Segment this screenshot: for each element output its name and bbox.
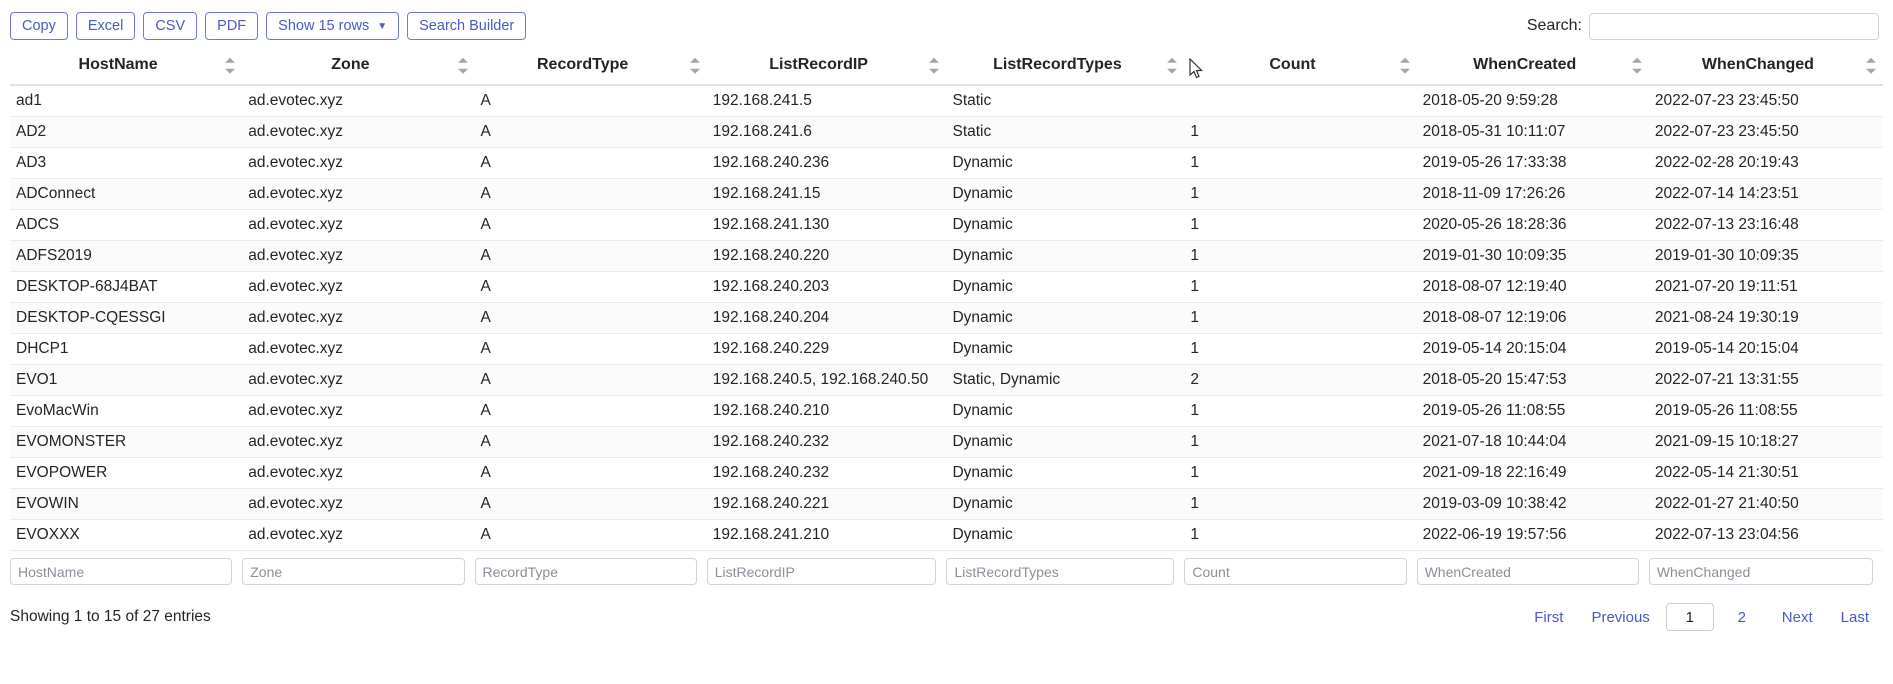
table-cell-whenchanged: 2022-07-23 23:45:50 — [1649, 85, 1883, 117]
table-cell-whencreated: 2019-05-26 11:08:55 — [1417, 396, 1649, 427]
table-cell-count: 1 — [1184, 396, 1416, 427]
filter-listrecordip-cell — [707, 558, 947, 585]
chevron-down-icon: ▼ — [377, 21, 388, 32]
table-row[interactable] — [10, 210, 1883, 241]
table-cell-hostname: ADFS2019 — [10, 241, 242, 272]
table-cell-whenchanged: 2021-07-20 19:11:51 — [1649, 272, 1883, 303]
table-cell-zone: ad.evotec.xyz — [242, 334, 474, 365]
table-cell-whencreated: 2018-08-07 12:19:06 — [1417, 303, 1649, 334]
table-cell-listrecordtypes: Static, Dynamic — [946, 365, 1184, 396]
table-cell-whencreated: 2019-05-14 20:15:04 — [1417, 334, 1649, 365]
table-cell-listrecordtypes: Dynamic — [946, 520, 1184, 551]
table-cell-whenchanged: 2022-01-27 21:40:50 — [1649, 489, 1883, 520]
filter-hostname[interactable] — [10, 558, 232, 585]
table-cell-listrecordtypes: Dynamic — [946, 427, 1184, 458]
table-cell-listrecordtypes: Dynamic — [946, 210, 1184, 241]
table-cell-listrecordip: 192.168.240.204 — [707, 303, 947, 334]
table-cell-hostname: DESKTOP-CQESSGI — [10, 303, 242, 334]
table-cell-whencreated: 2018-08-07 12:19:40 — [1417, 272, 1649, 303]
table-cell-count: 1 — [1184, 489, 1416, 520]
table-cell-listrecordip: 192.168.240.232 — [707, 427, 947, 458]
column-header-label: WhenCreated — [1473, 56, 1577, 73]
table-cell-hostname: EVOMONSTER — [10, 427, 242, 458]
table-row[interactable] — [10, 117, 1883, 148]
table-cell-whencreated: 2018-05-31 10:11:07 — [1417, 117, 1649, 148]
table-cell-whenchanged: 2021-09-15 10:18:27 — [1649, 427, 1883, 458]
table-row[interactable] — [10, 85, 1883, 117]
table-cell-zone: ad.evotec.xyz — [242, 365, 474, 396]
table-cell-hostname: EVO1 — [10, 365, 242, 396]
table-cell-count: 1 — [1184, 148, 1416, 179]
pagination — [1520, 603, 1883, 631]
table-cell-whenchanged: 2019-05-14 20:15:04 — [1649, 334, 1883, 365]
table-cell-recordtype: A — [475, 365, 707, 396]
table-info: Showing 1 to 15 of 27 entries — [10, 608, 211, 625]
table-cell-zone: ad.evotec.xyz — [242, 272, 474, 303]
table-cell-zone: ad.evotec.xyz — [242, 85, 474, 117]
table-cell-hostname: EVOPOWER — [10, 458, 242, 489]
table-cell-zone: ad.evotec.xyz — [242, 458, 474, 489]
pdf-button[interactable]: PDF — [205, 12, 258, 40]
csv-button[interactable]: CSV — [143, 12, 197, 40]
table-cell-hostname: ADCS — [10, 210, 242, 241]
table-cell-count: 1 — [1184, 334, 1416, 365]
table-body — [10, 85, 1883, 551]
table-cell-recordtype: A — [475, 489, 707, 520]
pagination-first[interactable]: First — [1534, 608, 1564, 626]
table-cell-listrecordip: 192.168.241.5 — [707, 85, 947, 117]
table-cell-hostname: AD3 — [10, 148, 242, 179]
table-cell-whenchanged: 2022-07-23 23:45:50 — [1649, 117, 1883, 148]
table-row[interactable] — [10, 148, 1883, 179]
table-cell-whencreated: 2020-05-26 18:28:36 — [1417, 210, 1649, 241]
table-cell-listrecordip: 192.168.241.210 — [707, 520, 947, 551]
table-cell-whenchanged: 2019-05-26 11:08:55 — [1649, 396, 1883, 427]
table-cell-hostname: ad1 — [10, 85, 242, 117]
table-footer — [10, 603, 1883, 631]
table-row[interactable] — [10, 334, 1883, 365]
column-header-hostname[interactable] — [10, 50, 242, 85]
table-row[interactable] — [10, 365, 1883, 396]
table-cell-listrecordtypes: Dynamic — [946, 396, 1184, 427]
search-label: Search: — [1526, 17, 1582, 34]
table-cell-whencreated: 2018-11-09 17:26:26 — [1417, 179, 1649, 210]
table-cell-whenchanged: 2022-07-14 14:23:51 — [1649, 179, 1883, 210]
pagination-page-2[interactable]: 2 — [1737, 608, 1746, 626]
table-cell-whenchanged: 2022-02-28 20:19:43 — [1649, 148, 1883, 179]
column-header-recordtype[interactable] — [475, 50, 707, 85]
table-cell-listrecordip: 192.168.240.210 — [707, 396, 947, 427]
table-cell-listrecordtypes: Dynamic — [946, 241, 1184, 272]
column-header-listrecordtypes[interactable] — [946, 50, 1184, 85]
table-cell-count: 1 — [1184, 427, 1416, 458]
table-cell-count: 1 — [1184, 303, 1416, 334]
table-cell-listrecordip: 192.168.240.203 — [707, 272, 947, 303]
table-row[interactable] — [10, 489, 1883, 520]
table-cell-listrecordtypes: Dynamic — [946, 458, 1184, 489]
column-header-label: Zone — [331, 56, 370, 73]
table-cell-recordtype: A — [475, 334, 707, 365]
table-cell-listrecordtypes: Static — [946, 117, 1184, 148]
table-cell-whencreated: 2019-03-09 10:38:42 — [1417, 489, 1649, 520]
filter-count[interactable] — [1184, 558, 1406, 585]
table-row[interactable] — [10, 179, 1883, 210]
filter-zone[interactable] — [242, 558, 464, 585]
table-cell-recordtype: A — [475, 427, 707, 458]
table-cell-whencreated: 2018-05-20 9:59:28 — [1417, 85, 1649, 117]
table-cell-hostname: EVOWIN — [10, 489, 242, 520]
search-area — [1527, 13, 1883, 40]
table-cell-whenchanged: 2021-08-24 19:30:19 — [1649, 303, 1883, 334]
table-cell-listrecordip: 192.168.240.229 — [707, 334, 947, 365]
table-cell-whencreated: 2019-05-26 17:33:38 — [1417, 148, 1649, 179]
table-cell-zone: ad.evotec.xyz — [242, 148, 474, 179]
table-cell-zone: ad.evotec.xyz — [242, 396, 474, 427]
column-header-label: WhenChanged — [1701, 56, 1814, 73]
pagination-next[interactable]: Next — [1781, 608, 1813, 626]
table-cell-listrecordtypes: Dynamic — [946, 303, 1184, 334]
table-cell-recordtype: A — [475, 272, 707, 303]
filter-whencreated-cell — [1417, 558, 1649, 585]
table-cell-whencreated: 2018-05-20 15:47:53 — [1417, 365, 1649, 396]
filter-whencreated[interactable] — [1417, 558, 1639, 585]
table-cell-count: 1 — [1184, 520, 1416, 551]
search-builder-button[interactable]: Search Builder — [407, 12, 526, 40]
table-cell-recordtype: A — [475, 179, 707, 210]
table-cell-hostname: DESKTOP-68J4BAT — [10, 272, 242, 303]
filter-whenchanged[interactable] — [1649, 558, 1873, 585]
table-cell-hostname: EVOXXX — [10, 520, 242, 551]
copy-button[interactable]: Copy — [10, 12, 68, 40]
filter-hostname-cell — [10, 558, 242, 585]
table-cell-whenchanged: 2022-07-13 23:04:56 — [1649, 520, 1883, 551]
table-cell-recordtype: A — [475, 520, 707, 551]
table-header-row — [10, 50, 1883, 85]
table-cell-listrecordip: 192.168.240.5, 192.168.240.50 — [707, 365, 947, 396]
table-cell-count: 1 — [1184, 272, 1416, 303]
table-cell-whencreated: 2021-09-18 22:16:49 — [1417, 458, 1649, 489]
search-input[interactable] — [1589, 13, 1879, 40]
table-cell-whencreated: 2022-06-19 19:57:56 — [1417, 520, 1649, 551]
table-cell-listrecordip: 192.168.240.232 — [707, 458, 947, 489]
filter-listrecordtypes[interactable] — [946, 558, 1174, 585]
table-cell-count: 2 — [1184, 365, 1416, 396]
table-row[interactable] — [10, 303, 1883, 334]
table-cell-zone: ad.evotec.xyz — [242, 210, 474, 241]
column-header-label: HostName — [78, 56, 158, 73]
table-cell-hostname: ADConnect — [10, 179, 242, 210]
pagination-last[interactable]: Last — [1840, 608, 1869, 626]
table-cell-whenchanged: 2022-07-13 23:16:48 — [1649, 210, 1883, 241]
dns-records-table — [10, 50, 1883, 551]
table-cell-listrecordtypes: Dynamic — [946, 148, 1184, 179]
column-header-whencreated[interactable] — [1417, 50, 1649, 85]
table-cell-listrecordtypes: Dynamic — [946, 179, 1184, 210]
table-cell-whenchanged: 2019-01-30 10:09:35 — [1649, 241, 1883, 272]
table-cell-listrecordtypes: Dynamic — [946, 489, 1184, 520]
export-button-group — [10, 12, 526, 40]
table-cell-listrecordtypes: Static — [946, 85, 1184, 117]
table-cell-recordtype: A — [475, 458, 707, 489]
table-cell-count: 1 — [1184, 117, 1416, 148]
table-cell-hostname: AD2 — [10, 117, 242, 148]
sort-arrows-icon[interactable] — [929, 58, 939, 74]
column-header-listrecordip[interactable] — [707, 50, 947, 85]
column-header-count[interactable] — [1184, 50, 1416, 85]
table-cell-whenchanged: 2022-05-14 21:30:51 — [1649, 458, 1883, 489]
excel-button[interactable]: Excel — [76, 12, 135, 40]
table-cell-listrecordip: 192.168.241.15 — [707, 179, 947, 210]
column-header-label: Count — [1269, 56, 1316, 73]
sort-arrows-icon[interactable] — [458, 58, 468, 74]
table-cell-count: 1 — [1184, 458, 1416, 489]
pagination-previous[interactable]: Previous — [1591, 608, 1650, 626]
table-cell-zone: ad.evotec.xyz — [242, 427, 474, 458]
filter-listrecordip[interactable] — [707, 558, 937, 585]
filter-zone-cell — [242, 558, 474, 585]
table-cell-zone: ad.evotec.xyz — [242, 179, 474, 210]
table-cell-hostname: EvoMacWin — [10, 396, 242, 427]
column-header-label: ListRecordIP — [769, 56, 868, 73]
filter-listrecordtypes-cell — [946, 558, 1184, 585]
table-cell-recordtype: A — [475, 148, 707, 179]
page-length-dropdown[interactable] — [266, 12, 399, 40]
table-cell-zone: ad.evotec.xyz — [242, 241, 474, 272]
table-cell-count — [1184, 85, 1416, 117]
table-toolbar — [10, 0, 1883, 44]
table-cell-recordtype: A — [475, 396, 707, 427]
sort-arrows-icon[interactable] — [1866, 58, 1876, 74]
sort-arrows-icon[interactable] — [1632, 58, 1642, 74]
column-header-zone[interactable] — [242, 50, 474, 85]
column-header-label: RecordType — [536, 56, 629, 73]
filter-whenchanged-cell — [1649, 558, 1883, 585]
filter-count-cell — [1184, 558, 1416, 585]
sort-arrows-icon[interactable] — [690, 58, 700, 74]
table-cell-listrecordtypes: Dynamic — [946, 272, 1184, 303]
column-header-whenchanged[interactable] — [1649, 50, 1883, 85]
table-cell-whencreated: 2019-01-30 10:09:35 — [1417, 241, 1649, 272]
table-cell-zone: ad.evotec.xyz — [242, 489, 474, 520]
table-cell-whenchanged: 2022-07-21 13:31:55 — [1649, 365, 1883, 396]
table-row[interactable] — [10, 458, 1883, 489]
filter-recordtype[interactable] — [475, 558, 697, 585]
column-filter-row — [10, 558, 1883, 585]
sort-arrows-icon[interactable] — [225, 58, 235, 74]
filter-recordtype-cell — [475, 558, 707, 585]
table-cell-listrecordip: 192.168.240.236 — [707, 148, 947, 179]
table-cell-zone: ad.evotec.xyz — [242, 520, 474, 551]
table-cell-listrecordip: 192.168.241.130 — [707, 210, 947, 241]
table-cell-zone: ad.evotec.xyz — [242, 303, 474, 334]
table-cell-hostname: DHCP1 — [10, 334, 242, 365]
pagination-page-1[interactable]: 1 — [1666, 603, 1714, 631]
table-cell-listrecordip: 192.168.241.6 — [707, 117, 947, 148]
table-cell-recordtype: A — [475, 117, 707, 148]
column-header-label: ListRecordTypes — [993, 56, 1122, 73]
table-cell-listrecordtypes: Dynamic — [946, 334, 1184, 365]
table-cell-count: 1 — [1184, 241, 1416, 272]
table-cell-count: 1 — [1184, 179, 1416, 210]
table-row[interactable] — [10, 241, 1883, 272]
sort-arrows-icon[interactable] — [1400, 58, 1410, 74]
table-row[interactable] — [10, 272, 1883, 303]
table-cell-zone: ad.evotec.xyz — [242, 117, 474, 148]
table-cell-recordtype: A — [475, 85, 707, 117]
table-cell-listrecordip: 192.168.240.221 — [707, 489, 947, 520]
table-row[interactable] — [10, 427, 1883, 458]
table-cell-recordtype: A — [475, 303, 707, 334]
table-cell-whencreated: 2021-07-18 10:44:04 — [1417, 427, 1649, 458]
table-cell-recordtype: A — [475, 210, 707, 241]
sort-arrows-icon[interactable] — [1167, 58, 1177, 74]
table-row[interactable] — [10, 520, 1883, 551]
table-head — [10, 50, 1883, 85]
page-length-label: Show 15 rows — [278, 17, 370, 34]
table-row[interactable] — [10, 396, 1883, 427]
table-cell-recordtype: A — [475, 241, 707, 272]
table-cell-listrecordip: 192.168.240.220 — [707, 241, 947, 272]
table-cell-count: 1 — [1184, 210, 1416, 241]
